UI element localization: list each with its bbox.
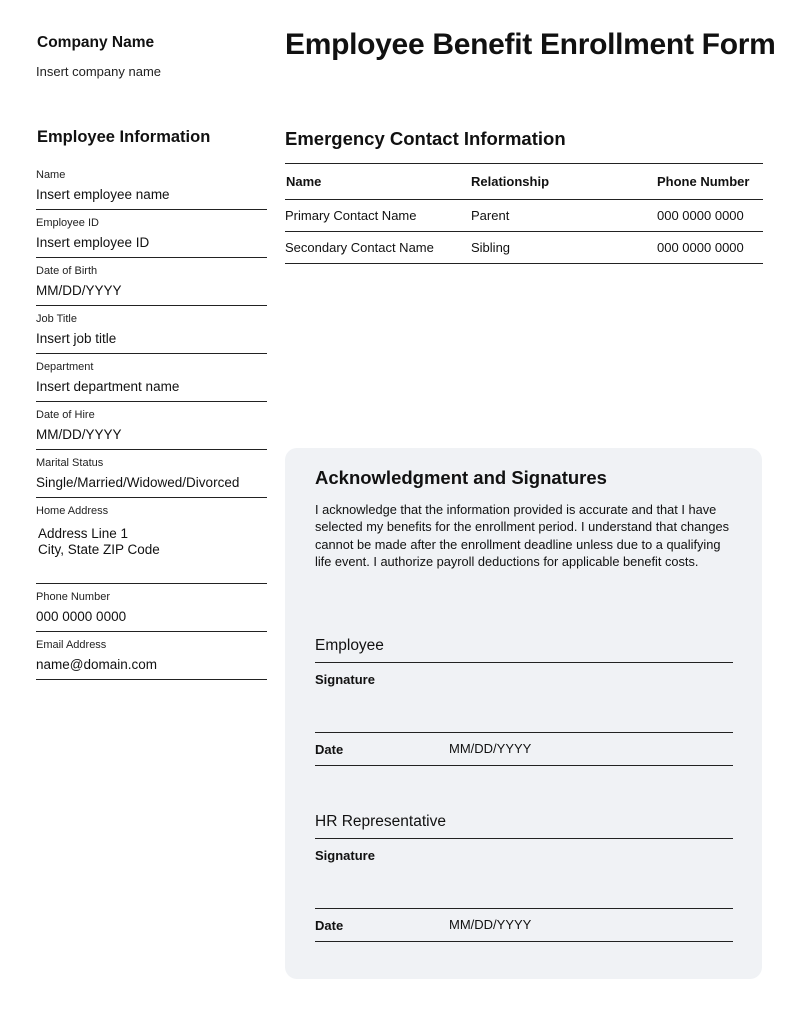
department-input[interactable]: Insert department name	[36, 379, 180, 394]
field-label: Marital Status	[36, 457, 104, 469]
signature-label: Signature	[315, 848, 375, 863]
employee-date-field[interactable]	[315, 733, 733, 766]
field-phone-number	[36, 584, 267, 632]
field-job-title	[36, 306, 267, 354]
company-name-label: Company Name	[37, 34, 155, 51]
acknowledgment-text: I acknowledge that the information provided is accurate and that I have selected my benefits for the enrollment period. I understand that changes cannot be made after the enrollment deadline unless due to a qualifying life event. I authorize payroll deductions for applicable benefit costs.	[315, 502, 730, 569]
field-label: Home Address	[36, 505, 109, 517]
field-employee-id	[36, 210, 267, 258]
contact-name-cell[interactable]: Secondary Contact Name	[285, 232, 471, 264]
field-label: Department	[36, 361, 94, 373]
table-row	[285, 200, 763, 232]
date-of-hire-input[interactable]: MM/DD/YYYY	[36, 427, 122, 442]
date-label: Date	[315, 742, 344, 757]
field-label: Employee ID	[36, 217, 99, 229]
company-name-value[interactable]: Insert company name	[36, 64, 162, 79]
field-marital-status	[36, 450, 267, 498]
hr-role-label: HR Representative	[315, 808, 733, 839]
marital-status-input[interactable]: Single/Married/Widowed/Divorced	[36, 475, 240, 490]
field-label: Phone Number	[36, 591, 110, 603]
job-title-input[interactable]: Insert job title	[36, 331, 117, 346]
column-header: Relationship	[471, 164, 657, 200]
acknowledgment-heading: Acknowledgment and Signatures	[315, 467, 607, 488]
form-title: Employee Benefit Enrollment Form	[285, 28, 776, 61]
column-header: Name	[285, 164, 471, 200]
hr-date-input[interactable]: MM/DD/YYYY	[449, 917, 532, 932]
field-label: Name	[36, 169, 66, 181]
hr-signature-field[interactable]	[315, 839, 733, 909]
acknowledgment-panel	[285, 448, 762, 979]
field-label: Date of Birth	[36, 265, 98, 277]
emergency-contact-table	[285, 163, 763, 264]
field-date-of-hire	[36, 402, 267, 450]
column-header: Phone Number	[657, 164, 763, 200]
table-header-row	[285, 164, 763, 200]
hr-date-field[interactable]	[315, 909, 733, 942]
field-email-address	[36, 632, 267, 680]
field-department	[36, 354, 267, 402]
signature-label: Signature	[315, 672, 375, 687]
employee-signature-block	[315, 632, 733, 766]
employee-id-input[interactable]: Insert employee ID	[36, 235, 150, 250]
employee-signature-field[interactable]	[315, 663, 733, 733]
field-label: Date of Hire	[36, 409, 95, 421]
phone-number-cell[interactable]: 000 0000 0000	[657, 232, 763, 264]
employee-info-fields	[36, 162, 267, 680]
field-date-of-birth	[36, 258, 267, 306]
relationship-cell[interactable]: Sibling	[471, 232, 657, 264]
employee-date-input[interactable]: MM/DD/YYYY	[449, 741, 532, 756]
employee-role-label: Employee	[315, 632, 733, 663]
phone-number-input[interactable]: 000 0000 0000	[36, 609, 127, 624]
employee-info-heading: Employee Information	[37, 128, 211, 146]
field-home-address	[36, 498, 267, 584]
date-of-birth-input[interactable]: MM/DD/YYYY	[36, 283, 122, 298]
date-label: Date	[315, 918, 344, 933]
phone-number-cell[interactable]: 000 0000 0000	[657, 200, 763, 232]
emergency-contact-heading: Emergency Contact Information	[285, 128, 566, 149]
email-address-input[interactable]: name@domain.com	[36, 657, 158, 672]
contact-name-cell[interactable]: Primary Contact Name	[285, 200, 471, 232]
field-name	[36, 162, 267, 210]
hr-signature-block	[315, 808, 733, 942]
name-input[interactable]: Insert employee name	[36, 187, 170, 202]
address-line-1-input[interactable]: Address Line 1	[38, 526, 129, 541]
field-label: Email Address	[36, 639, 107, 651]
field-label: Job Title	[36, 313, 77, 325]
address-line-2-input[interactable]: City, State ZIP Code	[38, 542, 160, 557]
table-row	[285, 232, 763, 264]
relationship-cell[interactable]: Parent	[471, 200, 657, 232]
